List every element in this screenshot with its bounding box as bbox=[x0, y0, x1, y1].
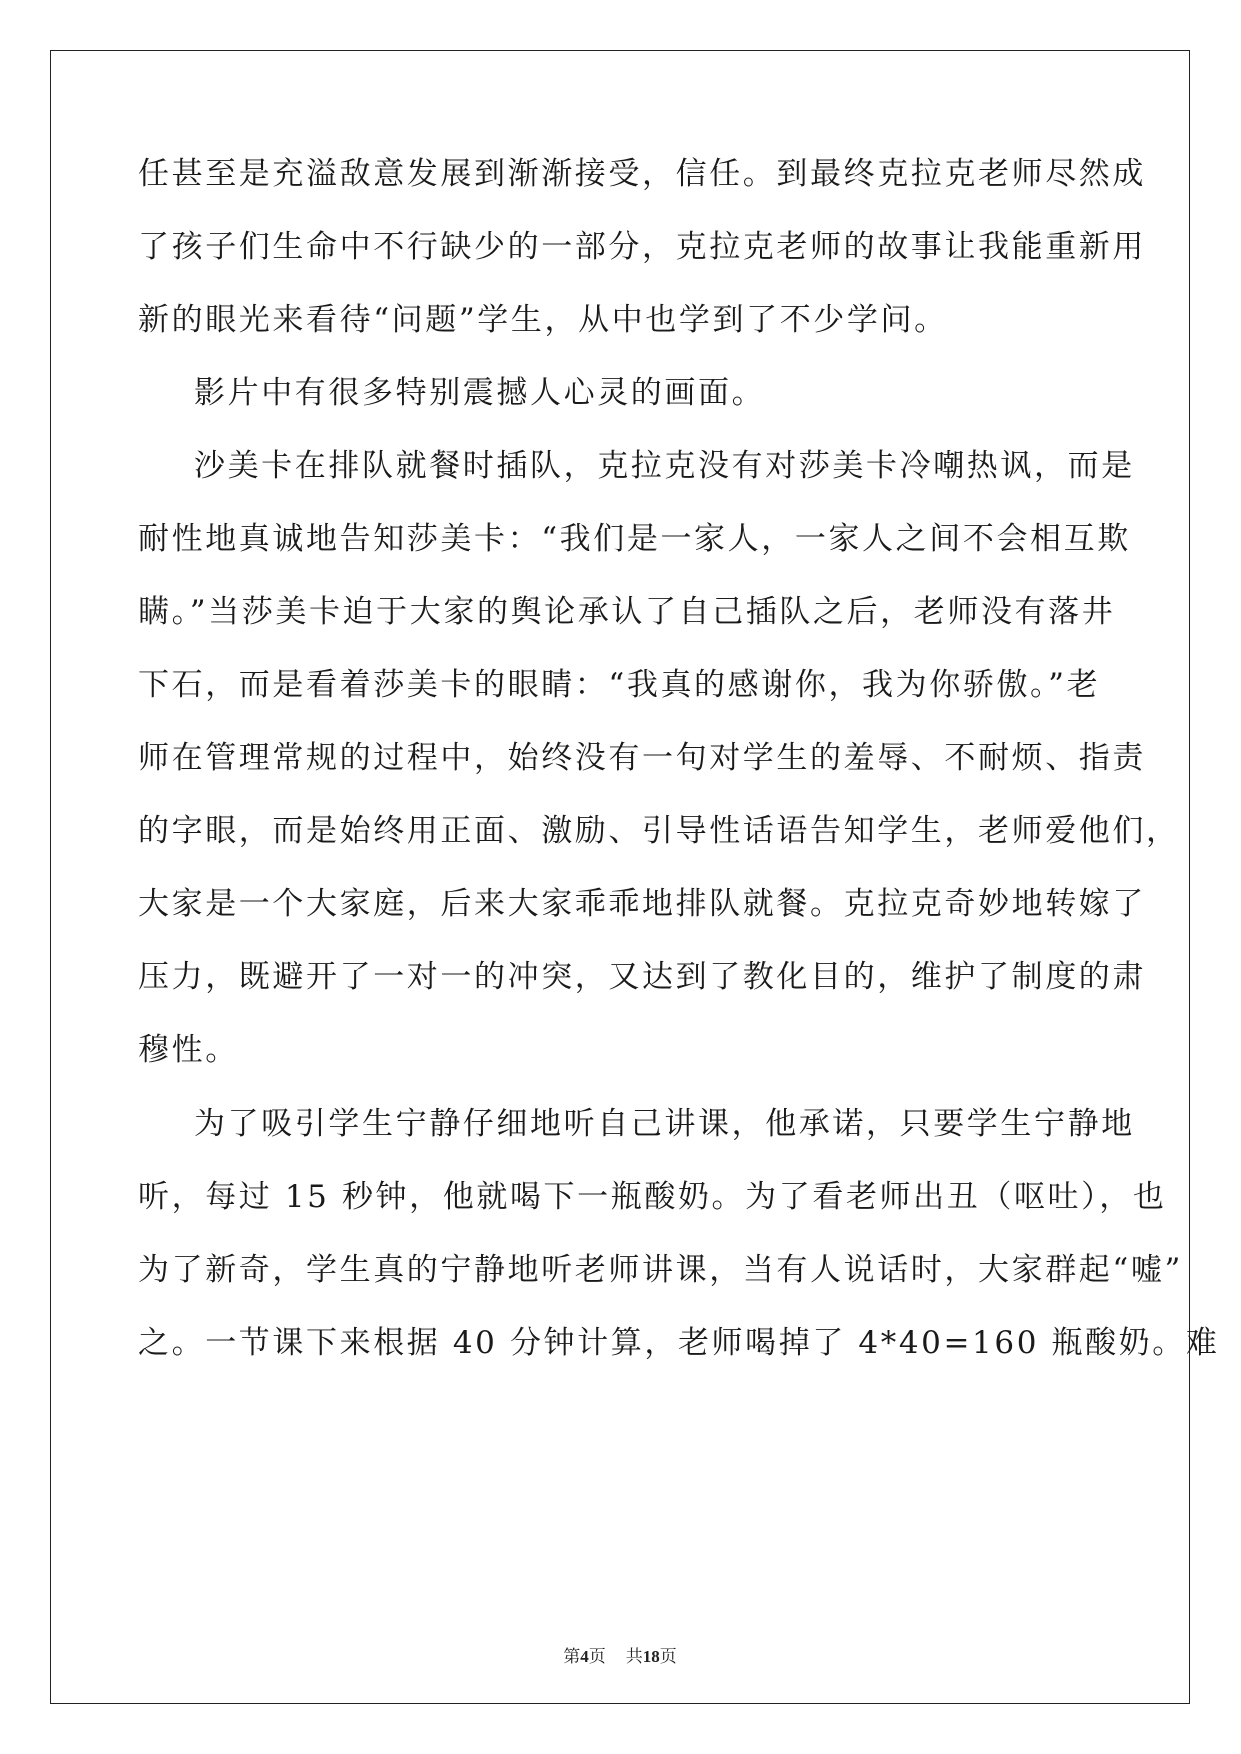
text-line: 任甚至是充溢敌意发展到渐渐接受，信任。到最终克拉克老师尽然成 bbox=[138, 156, 1146, 192]
text-line: 的字眼，而是始终用正面、激励、引导性话语告知学生，老师爱他们， bbox=[138, 813, 1180, 849]
page-frame bbox=[50, 50, 1220, 1704]
page-suffix: 页 bbox=[588, 1647, 606, 1667]
text-line: 为了新奇，学生真的宁静地听老师讲课，当有人说话时，大家群起“嘘” bbox=[138, 1252, 1183, 1288]
paragraph-first-line: 沙美卡在排队就餐时插队，克拉克没有对莎美卡冷嘲热讽，而是 bbox=[194, 448, 1135, 484]
body-text bbox=[51, 51, 1220, 1703]
text-line: 瞒。”当莎美卡迫于大家的舆论承认了自己插队之后，老师没有落井 bbox=[138, 594, 1116, 630]
total-pages: 18 bbox=[642, 1647, 660, 1666]
text-line: 耐性地真诚地告知莎美卡：“我们是一家人，一家人之间不会相互欺 bbox=[138, 521, 1131, 557]
text-line: 听，每过 15 秒钟，他就喝下一瓶酸奶。为了看老师出丑（呕吐），也 bbox=[138, 1179, 1167, 1215]
total-suffix: 页 bbox=[659, 1647, 677, 1667]
text-line: 下石，而是看着莎美卡的眼睛：“我真的感谢你，我为你骄傲。”老 bbox=[138, 667, 1101, 703]
paragraph-first-line: 影片中有很多特别震撼人心灵的画面。 bbox=[194, 375, 766, 411]
text-line: 压力，既避开了一对一的冲突，又达到了教化目的，维护了制度的肃 bbox=[138, 959, 1146, 995]
page-footer bbox=[51, 1645, 1189, 1669]
paragraph-first-line: 为了吸引学生宁静仔细地听自己讲课，他承诺，只要学生宁静地 bbox=[194, 1106, 1135, 1142]
text-line: 了孩子们生命中不行缺少的一部分，克拉克老师的故事让我能重新用 bbox=[138, 229, 1146, 265]
total-prefix: 共 bbox=[625, 1647, 643, 1667]
page-prefix: 第 bbox=[563, 1647, 581, 1667]
text-line: 穆性。 bbox=[138, 1032, 239, 1068]
text-line: 之。一节课下来根据 40 分钟计算，老师喝掉了 4*40=160 瓶酸奶。难 bbox=[138, 1325, 1220, 1361]
text-line: 新的眼光来看待“问题”学生，从中也学到了不少学问。 bbox=[138, 302, 948, 338]
text-line: 师在管理常规的过程中，始终没有一句对学生的羞辱、不耐烦、指责 bbox=[138, 740, 1146, 776]
page-number: 4 bbox=[580, 1647, 589, 1666]
text-line: 大家是一个大家庭，后来大家乖乖地排队就餐。克拉克奇妙地转嫁了 bbox=[138, 886, 1146, 922]
